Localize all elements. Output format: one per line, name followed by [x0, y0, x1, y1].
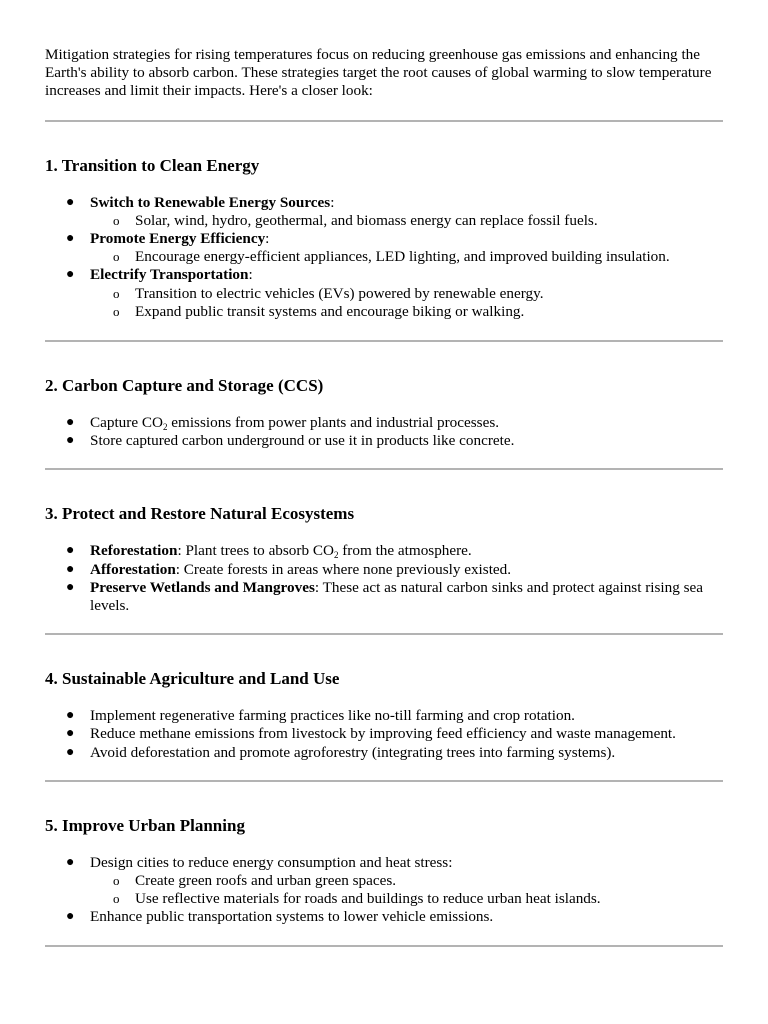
item-text: from the atmosphere.: [338, 542, 472, 560]
list-item: [66, 707, 723, 725]
bullet-list: [45, 194, 723, 321]
divider: [45, 120, 723, 122]
circle-bullet-icon: o: [113, 303, 120, 319]
item-bold: Reforestation: [90, 542, 178, 560]
bullet-icon: ●: [66, 267, 75, 283]
item-bold: Afforestation: [90, 560, 176, 578]
sub-item-text: Create green roofs and urban green spaces.: [135, 872, 397, 890]
list-item: [66, 908, 723, 926]
bullet-icon: ●: [66, 909, 75, 925]
item-text: Design cities to reduce energy consumption and heat stress:: [90, 853, 453, 871]
circle-bullet-icon: o: [113, 285, 120, 301]
section-ecosystems: [45, 504, 723, 615]
sub-item-text: Transition to electric vehicles (EVs) powered by renewable energy.: [135, 284, 544, 302]
sub-list: [90, 248, 723, 266]
section-title: 1. Transition to Clean Energy: [45, 155, 260, 175]
bullet-icon: ●: [66, 415, 75, 431]
bullet-icon: ●: [66, 561, 75, 577]
item-text: :: [330, 193, 335, 211]
list-item: [66, 743, 723, 762]
bullet-icon: ●: [66, 433, 75, 449]
bullet-icon: ●: [66, 194, 75, 210]
item-bold: Preserve Wetlands and Mangroves: [90, 578, 315, 596]
sub-list: [90, 285, 723, 321]
divider: [45, 780, 723, 782]
section-clean-energy: [45, 156, 723, 321]
section-title: 4. Sustainable Agriculture and Land Use: [45, 669, 340, 689]
list-item: [66, 266, 723, 321]
divider: [45, 340, 723, 342]
item-text: Reduce methane emissions from livestock by improving feed efficiency and waste management.: [90, 725, 676, 743]
bullet-icon: ●: [66, 744, 75, 760]
list-item: [66, 414, 723, 433]
divider: [45, 468, 723, 470]
item-text: emissions from power plants and industrial processes.: [167, 414, 500, 432]
divider: [45, 633, 723, 635]
bullet-list: [45, 707, 723, 762]
bullet-icon: ●: [66, 579, 75, 595]
item-text: :: [248, 266, 253, 284]
sub-item-text: Expand public transit systems and encourage biking or walking.: [135, 302, 525, 320]
bullet-icon: ●: [66, 543, 75, 559]
list-item: [66, 193, 723, 230]
item-bold: Switch to Renewable Energy Sources: [90, 193, 331, 211]
list-item: [66, 560, 723, 579]
bullet-icon: ●: [66, 708, 75, 724]
item-text: Capture CO: [90, 414, 163, 432]
subscript: 2: [333, 550, 339, 561]
section-agriculture: [45, 669, 723, 762]
subscript: 2: [162, 422, 168, 433]
item-text: Enhance public transportation systems to lower vehicle emissions.: [90, 908, 494, 926]
list-item: [66, 578, 723, 615]
item-text: : Create forests in areas where none previously existed.: [175, 560, 512, 578]
sub-list-item: [113, 890, 723, 908]
sub-list-item: [113, 248, 723, 266]
item-text: Store captured carbon underground or use it in products like concrete.: [90, 432, 515, 450]
divider: [45, 945, 723, 947]
item-bold: Promote Energy Efficiency: [90, 230, 266, 248]
bullet-icon: ●: [66, 726, 75, 742]
bullet-list: [45, 854, 723, 927]
sub-item-text: Use reflective materials for roads and buildings to reduce urban heat islands.: [135, 890, 601, 908]
circle-bullet-icon: o: [113, 873, 120, 889]
sub-list-item: [113, 302, 723, 321]
sub-list: [90, 212, 723, 230]
section-carbon-capture: [45, 376, 723, 450]
circle-bullet-icon: o: [113, 249, 120, 265]
sub-item-text: Encourage energy-efficient appliances, LED lighting, and improved building insulation.: [135, 248, 670, 266]
item-bold: Electrify Transportation: [90, 266, 249, 284]
bullet-list: [45, 414, 723, 450]
section-title: 3. Protect and Restore Natural Ecosystems: [45, 504, 355, 524]
section-title: 2. Carbon Capture and Storage (CCS): [45, 376, 324, 396]
section-title: 5. Improve Urban Planning: [45, 815, 245, 835]
sub-list-item: [113, 872, 723, 890]
circle-bullet-icon: o: [113, 891, 120, 907]
item-text: : These act as natural carbon sinks and protect against rising sea levels.: [90, 578, 704, 615]
bullet-icon: ●: [66, 231, 75, 247]
item-text: Avoid deforestation and promote agroforestry (integrating trees into farming systems).: [90, 743, 616, 761]
section-urban-planning: [45, 816, 723, 927]
sub-item-text: Solar, wind, hydro, geothermal, and biomass energy can replace fossil fuels.: [135, 211, 598, 229]
circle-bullet-icon: o: [113, 212, 120, 228]
item-text: : Plant trees to absorb CO: [177, 542, 334, 560]
sub-list-item: [113, 284, 723, 303]
item-text: Implement regenerative farming practices like no-till farming and crop rotation.: [90, 707, 575, 725]
list-item: [66, 432, 723, 450]
sub-list: [90, 872, 723, 908]
bullet-list: [45, 542, 723, 615]
list-item: [66, 725, 723, 743]
intro-paragraph: Mitigation strategies for rising temperatures focus on reducing greenhouse gas emissions and enhancing the Earth's ability to absorb carbon. These strategies target the root causes of global warming to slow temperature increases and limit their impacts. Here's a closer look:: [45, 46, 712, 100]
list-item: [66, 853, 723, 909]
list-item: [66, 542, 723, 561]
item-text: :: [265, 230, 270, 248]
bullet-icon: ●: [66, 854, 75, 870]
list-item: [66, 230, 723, 266]
sub-list-item: [113, 211, 723, 230]
